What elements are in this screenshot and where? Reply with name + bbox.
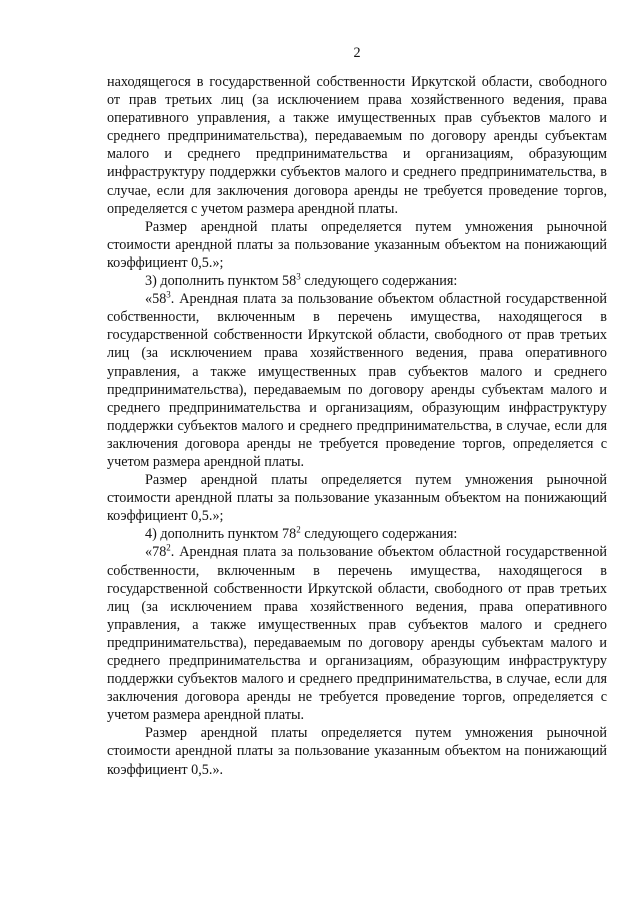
paragraph-text: «78 xyxy=(145,544,167,561)
paragraph xyxy=(107,543,607,724)
paragraph-text: 3) дополнить пунктом 58 xyxy=(145,273,297,290)
superscript: 2 xyxy=(166,542,171,553)
paragraph-text: Размер арендной платы определяется путем умножения рыночной стоимости арендной платы за пользование указанным объектом на понижающий коэффициент 0,5.». xyxy=(107,725,607,778)
page-number: 2 xyxy=(353,45,361,61)
paragraph-text: 4) дополнить пунктом 78 xyxy=(145,526,297,543)
document-page xyxy=(107,44,607,779)
paragraph xyxy=(107,724,607,778)
paragraph xyxy=(107,73,607,218)
superscript: 3 xyxy=(296,271,301,282)
paragraph xyxy=(107,272,607,290)
paragraph-text: Размер арендной платы определяется путем умножения рыночной стоимости арендной платы за пользование указанным объектом на понижающий коэффициент 0,5.»; xyxy=(107,218,607,271)
document-body xyxy=(107,73,607,779)
paragraph-text: . Арендная плата за пользование объектом областной государственной собственности, включенным в перечень имущества, находящегося в государственной собственности Иркутской области, свободного от прав третьих лиц (за исключением права хозяйственного ведения, права оперативного управления, а также имущественных прав субъектов малого и среднего предпринимательства), передаваемым по договору аренды субъектам малого и среднего предпринимательства и организациям, образующим инфраструктуру поддержки субъектов малого и среднего предпринимательства, в случае, если для заключения договора аренды не требуется проведение торгов, определяется с учетом размера арендной платы. xyxy=(107,544,607,724)
paragraph xyxy=(107,525,607,543)
paragraph xyxy=(107,218,607,272)
paragraph xyxy=(107,290,607,471)
paragraph-text: . Арендная плата за пользование объектом областной государственной собственности, включенным в перечень имущества, находящегося в государственной собственности Иркутской области, свободного от прав третьих лиц (за исключением права хозяйственного ведения, права оперативного управления, а также имущественных прав субъектов малого и среднего предпринимательства), передаваемым по договору аренды субъектам малого и среднего предпринимательства и организациям, образующим инфраструктуру поддержки субъектов малого и среднего предпринимательства, в случае, если для заключения договора аренды не требуется проведение торгов, определяется с учетом размера арендной платы. xyxy=(107,291,607,470)
paragraph xyxy=(107,471,607,525)
superscript: 2 xyxy=(296,524,301,535)
paragraph-text: Размер арендной платы определяется путем умножения рыночной стоимости арендной платы за пользование указанным объектом на понижающий коэффициент 0,5.»; xyxy=(107,472,607,525)
paragraph-text: следующего содержания: xyxy=(300,273,458,290)
paragraph-text: «58 xyxy=(145,291,167,308)
paragraph-text: следующего содержания: xyxy=(300,526,458,543)
paragraph-text: находящегося в государственной собственности Иркутской области, свободного от прав третьих лиц (за исключением права хозяйственного ведения, права оперативного управления, а также имущественных прав субъектов малого и среднего предпринимательства), передаваемым по договору аренды субъектам малого и среднего предпринимательства и организациям, образующим инфраструктуру поддержки субъектов малого и среднего предпринимательства, в случае, если для заключения договора аренды не требуется проведение торгов, определяется с учетом размера арендной платы. xyxy=(107,74,607,217)
superscript: 3 xyxy=(166,289,171,300)
